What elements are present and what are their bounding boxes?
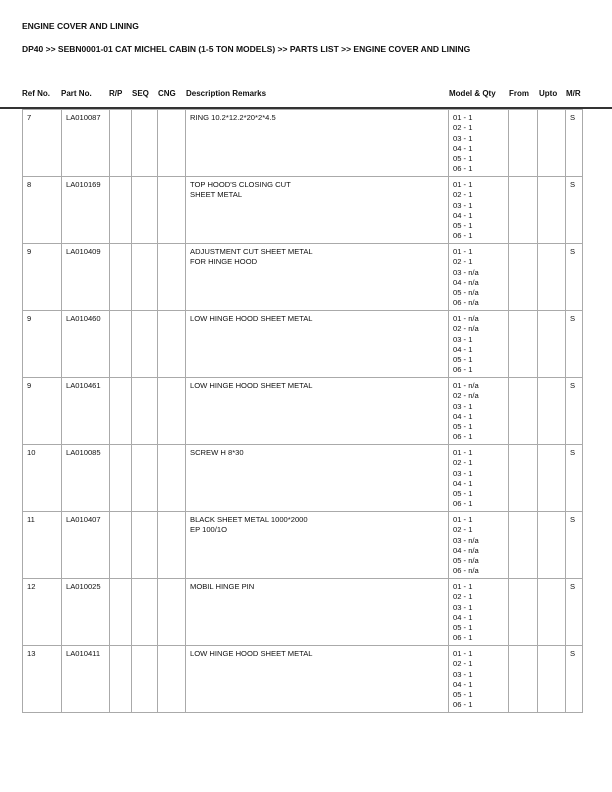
description [186, 177, 449, 244]
description [186, 646, 449, 713]
seq [132, 311, 158, 378]
table-header [0, 87, 612, 109]
mr: S [566, 378, 583, 445]
rp [110, 445, 132, 512]
seq [132, 177, 158, 244]
from [509, 646, 538, 713]
model-qty-line: 05 - 1 [453, 221, 473, 231]
upto [538, 177, 566, 244]
description [186, 378, 449, 445]
model-qty-line: 05 - 1 [453, 623, 473, 633]
rp [110, 512, 132, 579]
from [509, 244, 538, 311]
seq [132, 445, 158, 512]
part-no: LA010025 [62, 579, 110, 646]
model-qty [449, 110, 509, 177]
part-no: LA010461 [62, 378, 110, 445]
model-qty-line: 01 - 1 [453, 649, 473, 658]
mr: S [566, 646, 583, 713]
cng [158, 646, 186, 713]
part-no: LA010409 [62, 244, 110, 311]
model-qty [449, 311, 509, 378]
model-qty-line: 04 - 1 [453, 344, 473, 354]
from [509, 512, 538, 579]
from [509, 378, 538, 445]
model-qty-line: 04 - 1 [453, 478, 473, 488]
description-line: SHEET METAL [190, 190, 243, 200]
model-qty [449, 244, 509, 311]
cng [158, 311, 186, 378]
rp [110, 579, 132, 646]
from [509, 110, 538, 177]
model-qty-line: 06 - 1 [453, 700, 473, 710]
page-title: ENGINE COVER AND LINING [22, 21, 139, 31]
description-line: FOR HINGE HOOD [190, 257, 258, 267]
model-qty-line: 06 - 1 [453, 432, 473, 442]
description-line: SCREW H 8*30 [190, 448, 244, 457]
ref-no: 9 [23, 244, 62, 311]
model-qty-line: 02 - 1 [453, 525, 473, 535]
model-qty-line: 03 - 1 [453, 401, 473, 411]
mr: S [566, 512, 583, 579]
model-qty-line: 02 - n/a [453, 324, 479, 334]
model-qty-line: 03 - n/a [453, 535, 479, 545]
model-qty-line: 04 - 1 [453, 612, 473, 622]
col-rp: R/P [109, 89, 123, 98]
mr: S [566, 110, 583, 177]
ref-no: 13 [23, 646, 62, 713]
upto [538, 378, 566, 445]
col-part: Part No. [61, 89, 92, 98]
mr: S [566, 579, 583, 646]
upto [538, 244, 566, 311]
model-qty [449, 177, 509, 244]
seq [132, 110, 158, 177]
cng [158, 579, 186, 646]
mr: S [566, 177, 583, 244]
table-row [23, 445, 583, 512]
model-qty-line: 01 - 1 [453, 515, 473, 524]
ref-no: 10 [23, 445, 62, 512]
model-qty-line: 05 - n/a [453, 556, 479, 566]
model-qty-line: 04 - 1 [453, 679, 473, 689]
rp [110, 378, 132, 445]
table-row [23, 512, 583, 579]
model-qty [449, 579, 509, 646]
model-qty-line: 02 - n/a [453, 391, 479, 401]
model-qty-line: 01 - 1 [453, 582, 473, 591]
col-ref: Ref No. [22, 89, 50, 98]
description-line: LOW HINGE HOOD SHEET METAL [190, 314, 313, 323]
from [509, 177, 538, 244]
ref-no: 12 [23, 579, 62, 646]
model-qty [449, 512, 509, 579]
cng [158, 244, 186, 311]
model-qty-line: 06 - 1 [453, 365, 473, 375]
ref-no: 7 [23, 110, 62, 177]
upto [538, 445, 566, 512]
model-qty-line: 04 - n/a [453, 277, 479, 287]
col-seq: SEQ [132, 89, 149, 98]
description-line: LOW HINGE HOOD SHEET METAL [190, 381, 313, 390]
col-upto: Upto [539, 89, 558, 98]
ref-no: 8 [23, 177, 62, 244]
cng [158, 110, 186, 177]
description-line: MOBIL HINGE PIN [190, 582, 255, 591]
model-qty [449, 445, 509, 512]
model-qty-line: 02 - 1 [453, 659, 473, 669]
description [186, 579, 449, 646]
rp [110, 177, 132, 244]
model-qty-line: 02 - 1 [453, 123, 473, 133]
description [186, 311, 449, 378]
model-qty [449, 646, 509, 713]
model-qty [449, 378, 509, 445]
table-row [23, 177, 583, 244]
model-qty-line: 05 - 1 [453, 422, 473, 432]
model-qty-line: 03 - 1 [453, 200, 473, 210]
rp [110, 244, 132, 311]
model-qty-line: 03 - 1 [453, 468, 473, 478]
ref-no: 9 [23, 311, 62, 378]
part-no: LA010460 [62, 311, 110, 378]
model-qty-line: 06 - 1 [453, 231, 473, 241]
upto [538, 512, 566, 579]
model-qty-line: 03 - 1 [453, 602, 473, 612]
mr: S [566, 244, 583, 311]
model-qty-line: 02 - 1 [453, 190, 473, 200]
model-qty-line: 02 - 1 [453, 257, 473, 267]
model-qty-line: 06 - 1 [453, 633, 473, 643]
seq [132, 378, 158, 445]
model-qty-line: 04 - 1 [453, 411, 473, 421]
model-qty-line: 02 - 1 [453, 458, 473, 468]
ref-no: 11 [23, 512, 62, 579]
rp [110, 311, 132, 378]
model-qty-line: 02 - 1 [453, 592, 473, 602]
parts-table [22, 109, 583, 713]
table-row [23, 378, 583, 445]
model-qty-line: 05 - n/a [453, 288, 479, 298]
description-line: EP 100/1O [190, 525, 228, 535]
table-row [23, 110, 583, 177]
cng [158, 512, 186, 579]
description [186, 512, 449, 579]
ref-no: 9 [23, 378, 62, 445]
from [509, 579, 538, 646]
seq [132, 646, 158, 713]
col-from: From [509, 89, 529, 98]
model-qty-line: 03 - 1 [453, 133, 473, 143]
description-line: BLACK SHEET METAL 1000*2000 [190, 515, 308, 524]
model-qty-line: 01 - 1 [453, 113, 473, 122]
model-qty-line: 05 - 1 [453, 154, 473, 164]
col-mr: M/R [566, 89, 581, 98]
model-qty-line: 01 - 1 [453, 448, 473, 457]
seq [132, 512, 158, 579]
part-no: LA010087 [62, 110, 110, 177]
model-qty-line: 01 - n/a [453, 381, 479, 390]
col-model-qty: Model & Qty [449, 89, 496, 98]
upto [538, 646, 566, 713]
description-line: LOW HINGE HOOD SHEET METAL [190, 649, 313, 658]
description [186, 445, 449, 512]
rp [110, 646, 132, 713]
model-qty-line: 03 - 1 [453, 334, 473, 344]
model-qty-line: 06 - n/a [453, 298, 479, 308]
description-line: TOP HOOD'S CLOSING CUT [190, 180, 291, 189]
cng [158, 177, 186, 244]
seq [132, 244, 158, 311]
mr: S [566, 445, 583, 512]
model-qty-line: 01 - 1 [453, 180, 473, 189]
model-qty-line: 05 - 1 [453, 489, 473, 499]
breadcrumb: DP40 >> SEBN0001-01 CAT MICHEL CABIN (1-5 TON MODELS) >> PARTS LIST >> ENGINE COVER AND LINING [22, 44, 471, 54]
model-qty-line: 03 - n/a [453, 267, 479, 277]
description [186, 244, 449, 311]
model-qty-line: 06 - 1 [453, 164, 473, 174]
table-row [23, 244, 583, 311]
part-no: LA010085 [62, 445, 110, 512]
model-qty-line: 05 - 1 [453, 690, 473, 700]
rp [110, 110, 132, 177]
table-row [23, 646, 583, 713]
col-cng: CNG [158, 89, 176, 98]
col-desc: Description Remarks [186, 89, 267, 98]
table-row [23, 311, 583, 378]
part-no: LA010411 [62, 646, 110, 713]
from [509, 445, 538, 512]
model-qty-line: 06 - n/a [453, 566, 479, 576]
model-qty-line: 01 - 1 [453, 247, 473, 256]
upto [538, 311, 566, 378]
description [186, 110, 449, 177]
seq [132, 579, 158, 646]
upto [538, 110, 566, 177]
model-qty-line: 04 - 1 [453, 143, 473, 153]
cng [158, 378, 186, 445]
cng [158, 445, 186, 512]
model-qty-line: 01 - n/a [453, 314, 479, 323]
table-row [23, 579, 583, 646]
model-qty-line: 04 - 1 [453, 210, 473, 220]
model-qty-line: 04 - n/a [453, 545, 479, 555]
part-no: LA010407 [62, 512, 110, 579]
model-qty-line: 05 - 1 [453, 355, 473, 365]
description-line: RING 10.2*12.2*20*2*4.5 [190, 113, 276, 122]
model-qty-line: 03 - 1 [453, 669, 473, 679]
mr: S [566, 311, 583, 378]
from [509, 311, 538, 378]
description-line: ADJUSTMENT CUT SHEET METAL [190, 247, 313, 256]
model-qty-line: 06 - 1 [453, 499, 473, 509]
part-no: LA010169 [62, 177, 110, 244]
upto [538, 579, 566, 646]
